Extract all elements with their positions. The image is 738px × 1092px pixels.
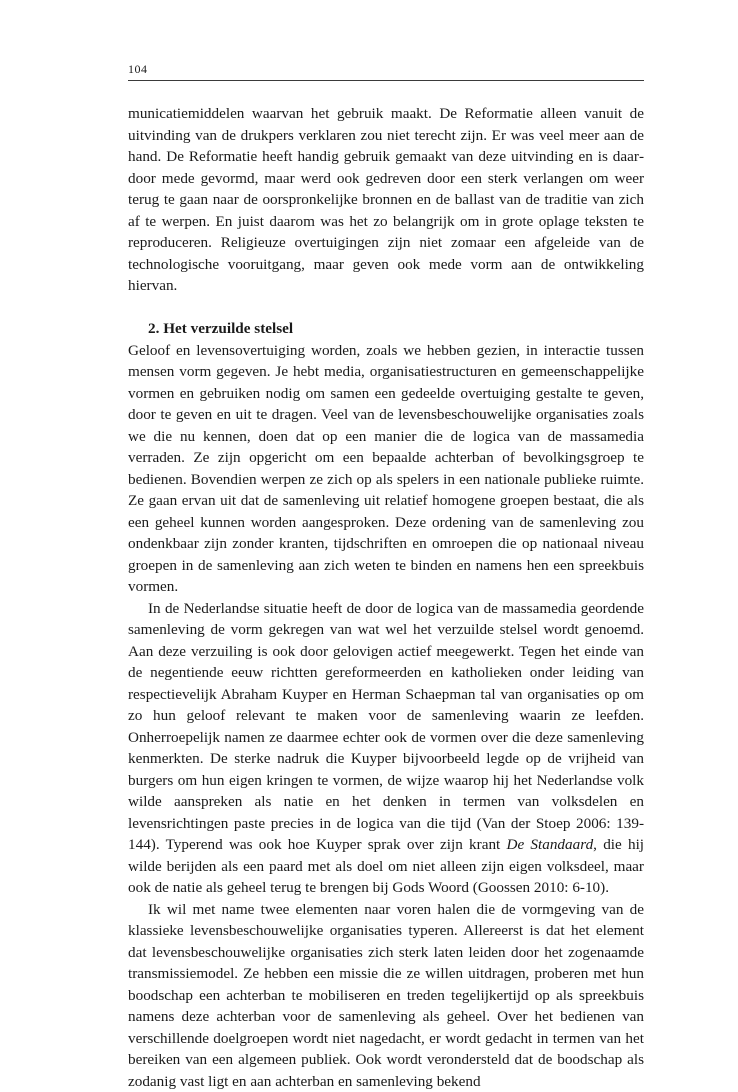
paragraph-verzuiling [128,598,644,899]
header-rule [128,80,644,81]
paragraph-verzuiling-text-start: In de Nederlandse situatie heeft de door de logica van de massamedia geordende samenleving de vorm gekregen van wat wel het verzuilde stelsel wordt genoemd. Aan deze verzuiling is ook door gelovigen actief meegewerkt. Tegen het einde van de negentiende eeuw richtten gereformeerden en katholieken onder leiding van respectievelijk Abraham Kuyper en Herman Schaepman tal van organisaties op om zo hun geloof relevant te maken voor de samenleving waarin ze leefden. Onherroepelijk namen ze daarmee echter ook de vormen over die deze samenleving kenmerkten. De sterke nadruk die Kuyper bijvoorbeeld legde op de vrijheid van burgers om hun eigen kringen te vormen, de wijze waarop hij het Nederlandse volk wilde aanspreken als natie en het denken in termen van volksdelen en levensrichtingen paste precies in de logica van die tijd (Van der Stoep 2006: 139-144). Typerend was ook hoe Kuyper sprak over zijn krant [128,600,644,854]
newspaper-title: De Standaard [507,836,594,853]
paragraph-elements: Ik wil met name twee elementen naar voren halen die de vormgeving van de klassieke levensbeschouwelijke organisaties typeren. Allereerst is dat het element dat levensbeschouwelijke organisaties zich sterk laten leiden door het zogenaamde transmissiemodel. Ze hebben een missie die ze willen uitdragen, proberen met hun boodschap een achterban te mobiliseren en treden tegelijkertijd op als spreekbuis namens deze achterban voor de samenleving als geheel. Over het bedienen van verschillende doelgroepen wordt niet nagedacht, er wordt gedacht in termen van het bereiken van een algemeen publiek. Ook wordt verondersteld dat de boodschap als zodanig vast ligt en aan achterban en samenleving bekend [128,899,644,1092]
paragraph-continued: municatiemiddelen waarvan het gebruik maakt. De Reformatie alleen vanuit de uitvinding van de drukpers verklaren zou niet terecht zijn. Er was veel meer aan de hand. De Reformatie heeft handig gebruik gemaakt van deze uitvinding en is daardoor mede gevormd, maar werd ook gedreven door een sterk verlangen om weer terug te gaan naar de oorspronkelijke bronnen en de ballast van de traditie van zich af te werpen. En juist daarom was het zo belangrijk om in grote oplage teksten te reproduceren. Religieuze overtuigingen zijn niet zomaar een afgeleide van de technologische vooruitgang, maar geven ook mede vorm aan de ontwikkeling hiervan. [128,103,644,297]
paragraph-verzuiling-text-end: , die hij wilde berijden als een paard met als doel om niet alleen zijn eigen volksdeel, maar ook de natie als geheel terug te brengen bij Gods Woord (Goossen 2010: 6-10). [128,836,644,896]
page-body [128,103,644,1092]
paragraph-section-intro: Geloof en levensovertuiging worden, zoals we hebben gezien, in interactie tussen mensen vorm gegeven. Je hebt media, organisatiestructuren en gemeenschappelijke vormen en gebruiken nodig om samen een gedeelde overtuiging gestalte te geven, door te geven en uit te dragen. Veel van de levensbeschouwelijke organisaties zoals we die nu kennen, doen dat op een manier die de logica van de massamedia verraden. Ze zijn opgericht om een bepaalde achterban of bevolkingsgroep te bedienen. Bovendien werpen ze zich op als spelers in een nationale publieke ruimte. Ze gaan ervan uit dat de samenleving uit relatief homogene groepen bestaat, die als een geheel kunnen worden aangesproken. Deze ordening van de samenleving zou ondenkbaar zijn zonder kranten, tijdschriften en omroepen die op nationaal niveau groepen in de samenleving aan zich weten te binden en namens hen een spreekbuis vormen. [128,340,644,598]
section-heading: 2. Het verzuilde stelsel [128,318,644,340]
page-number: 104 [128,62,148,77]
